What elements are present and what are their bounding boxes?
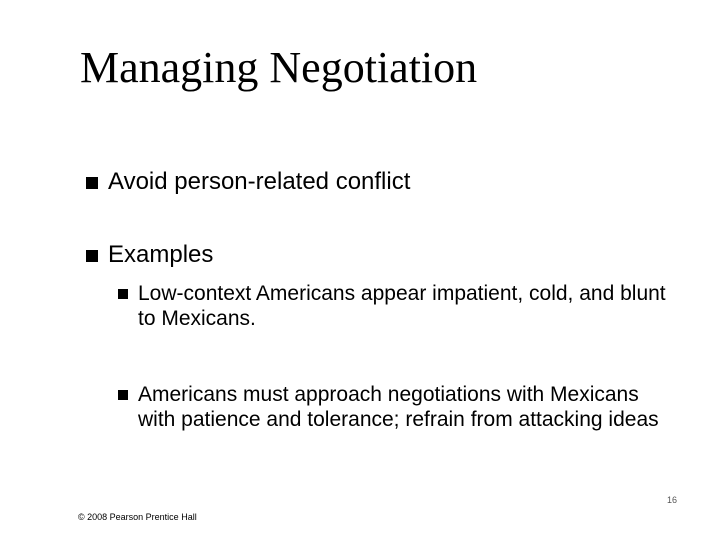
- sub-bullet-text: Low-context Americans appear impatient, cold, and blunt to Mexicans.: [138, 282, 666, 330]
- copyright-footer: © 2008 Pearson Prentice Hall: [78, 512, 197, 522]
- page-number: 16: [666, 495, 677, 505]
- square-bullet-icon: [118, 289, 128, 299]
- sub-bullet-item: [118, 382, 678, 432]
- slide-title: Managing Negotiation: [80, 43, 478, 92]
- sub-bullet-item: [118, 281, 678, 331]
- bullet-text: Examples: [108, 241, 214, 268]
- square-bullet-icon: [86, 250, 98, 262]
- bullet-text: Avoid person-related conflict: [108, 168, 411, 195]
- square-bullet-icon: [86, 177, 98, 189]
- bullet-item: [86, 168, 410, 196]
- bullet-item: [86, 241, 213, 269]
- square-bullet-icon: [118, 390, 128, 400]
- sub-bullet-text: Americans must approach negotiations with Mexicans with patience and tolerance; refrain from attacking ideas: [138, 383, 659, 431]
